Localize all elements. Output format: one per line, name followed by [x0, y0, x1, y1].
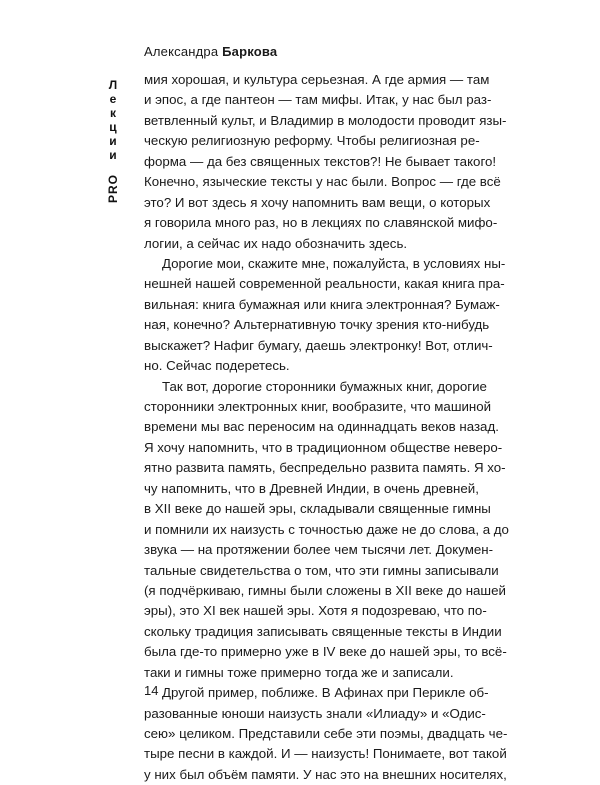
text-line: Конечно, языческие тексты у нас были. Вопрос — где всё [144, 174, 501, 190]
text-line: таки и гимны тоже примерно тогда же и записали. [144, 664, 454, 680]
text-line: тальные свидетельства о том, что эти гимны записывали [144, 562, 499, 578]
text-line: чу напомнить, что в Древней Индии, в очень древней, [144, 480, 479, 496]
text-line: у них был объём памяти. У нас это на внешних носителях, [144, 766, 507, 782]
text-line: разованные юноши наизусть знали «Илиаду» и «Одис- [144, 705, 486, 721]
text-line: мия хорошая, и культура серьезная. А где армия — там [144, 72, 490, 87]
text-line: Дорогие мои, скажите мне, пожалуйста, в условиях ны- [162, 255, 506, 271]
text-line: вильная: книга бумажная или книга электронная? Бумаж- [144, 296, 500, 312]
series-letter: Л [108, 78, 118, 92]
text-line: Я хочу напомнить, что в традиционном обществе неверо- [144, 439, 503, 455]
series-letter: к [109, 106, 116, 120]
text-line: звука — на протяжении более чем тысячи лет. Докумен- [144, 542, 494, 558]
text-line: но. Сейчас подеретесь. [144, 358, 290, 374]
text-line: сторонники электронных книг, вообразите, что машиной [144, 399, 492, 414]
text-line: ятно развита память, беспредельно развита память. Я хо- [144, 460, 506, 476]
text-line: эры), это XI век нашей эры. Хотя я подозреваю, что по- [144, 603, 487, 619]
page-body [144, 70, 509, 785]
series-letter: и [109, 134, 117, 148]
series-pro-label: PRO [106, 174, 120, 204]
text-line: и помнили их наизусть с точностью даже не до слова, а до [144, 521, 509, 537]
text-line: ческую религиозную реформу. Чтобы религиозная ре- [144, 133, 480, 149]
page-number: 14 [144, 683, 159, 698]
text-line: тыре песни в каждой. И — наизусть! Понимаете, вот такой [144, 746, 507, 762]
author-first-name: Александра [144, 44, 219, 59]
series-letter: и [109, 148, 117, 162]
text-line: форма — да без священных текстов?! Не бывает такого! [144, 153, 497, 169]
text-line: в XII веке до нашей эры, складывали священные гимны [144, 501, 491, 517]
text-line: я говорила много раз, но в лекциях по славянской мифо- [144, 215, 498, 231]
text-line: Так вот, дорогие сторонники бумажных книг, дорогие [162, 378, 487, 394]
text-line: Другой пример, поближе. В Афинах при Перикле об- [162, 685, 489, 701]
text-line: ная, конечно? Альтернативную точку зрения кто-нибудь [144, 317, 490, 333]
text-line: выскажет? Нафиг бумагу, даешь электронку! Вот, отлич- [144, 337, 493, 353]
series-letter: е [109, 92, 117, 106]
text-line: это? И вот здесь я хочу напомнить вам вещи, о которых [144, 194, 491, 210]
text-line: ветвленный культ, и Владимир в молодости проводит язы- [144, 112, 507, 128]
running-header [144, 44, 277, 59]
author-last-name: Баркова [222, 44, 278, 59]
text-line: сею» целиком. Представили себе эти поэмы, двадцать че- [144, 726, 508, 741]
text-line: нешней нашей современной реальности, какая книга пра- [144, 276, 505, 292]
text-line: скольку традиция записывать священные тексты в Индии [144, 623, 502, 639]
text-line: и эпос, а где пантеон — там мифы. Итак, у нас был раз- [144, 92, 492, 108]
text-line: была где-то примерно уже в IV веке до нашей эры, то всё- [144, 644, 507, 660]
series-letter: ц [109, 120, 117, 134]
text-line: (я подчёркиваю, гимны были сложены в XII веке до нашей [144, 582, 506, 598]
series-side-label [101, 78, 125, 203]
text-line: времени мы вас переносим на одиннадцать веков назад. [144, 419, 499, 435]
text-line: логии, а сейчас их надо обозначить здесь. [144, 235, 408, 251]
